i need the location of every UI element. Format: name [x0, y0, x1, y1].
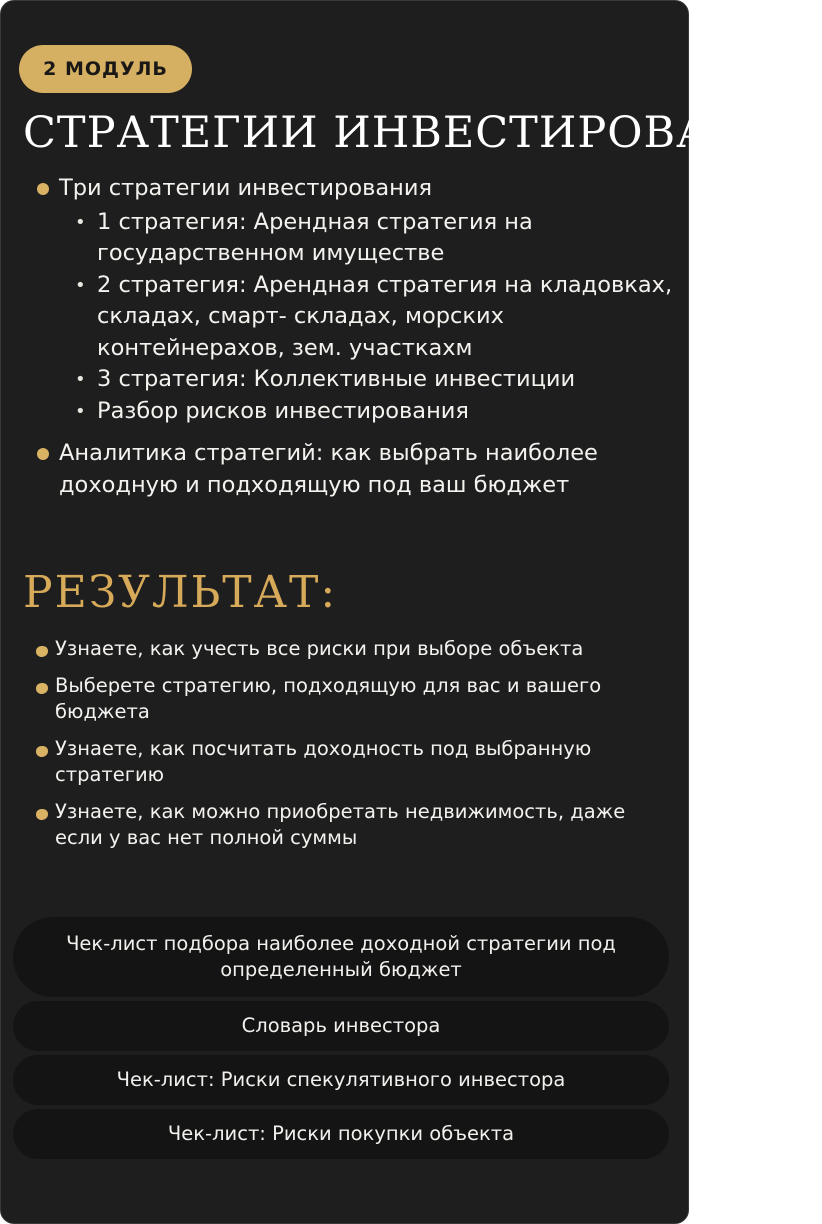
topic-item [37, 438, 677, 501]
topic-label: Три стратегии инвестирования [59, 175, 433, 201]
result-item [35, 799, 675, 851]
bonus-pill-speculative-risks: Чек-лист: Риски спекулятивного инвестора [13, 1055, 669, 1105]
bonus-pill-purchase-risks: Чек-лист: Риски покупки объекта [13, 1109, 669, 1159]
gold-bullet-icon [36, 683, 48, 694]
bonus-pill-strategy-checklist: Чек-лист подбора наиболее доходной стратегии под определенный бюджет [13, 917, 669, 997]
gold-bullet-icon [36, 809, 48, 820]
subtopic-item [75, 364, 677, 396]
subtopic-label: 2 стратегия: Арендная стратегия на кладовках, складах, смарт- складах, морских контейнерахов, зем. участкахм [97, 271, 673, 361]
result-list [35, 636, 675, 851]
bonus-pill-investor-dictionary: Словарь инвестора [13, 1001, 669, 1051]
result-item [35, 673, 675, 725]
bullet-icon: • [75, 274, 86, 296]
module-badge: 2 МОДУЛЬ [19, 45, 192, 93]
bullet-icon: • [75, 211, 86, 233]
topics-list [37, 173, 677, 501]
subtopic-label: 1 стратегия: Арендная стратегия на государственном имуществе [97, 208, 533, 266]
subtopic-item [75, 270, 677, 365]
result-heading: РЕЗУЛЬТАТ: [23, 567, 338, 618]
result-text: Узнаете, как учесть все риски при выборе объекта [55, 637, 584, 660]
result-item [35, 636, 675, 662]
topic-label: Аналитика стратегий: как выбрать наиболее доходную и подходящую под ваш бюджет [59, 440, 598, 498]
gold-bullet-icon [36, 646, 48, 657]
subtopic-item [75, 396, 677, 428]
subtopics-list [59, 207, 677, 428]
subtopic-label: Разбор рисков инвестирования [97, 397, 469, 424]
bullet-icon: • [75, 369, 86, 390]
gold-bullet-icon [37, 448, 49, 460]
result-item [35, 736, 675, 788]
result-text: Выберете стратегию, подходящую для вас и вашего бюджета [55, 674, 602, 723]
result-text: Узнаете, как можно приобретать недвижимость, даже если у вас нет полной суммы [55, 800, 626, 849]
bonus-list [13, 917, 669, 1159]
topic-item [37, 173, 677, 427]
gold-bullet-icon [37, 183, 49, 195]
bullet-icon: • [75, 400, 86, 422]
module-title: СТРАТЕГИИ ИНВЕСТИРОВАНИЯ [23, 108, 822, 158]
gold-bullet-icon [36, 746, 48, 757]
result-text: Узнаете, как посчитать доходность под выбранную стратегию [55, 737, 592, 786]
subtopic-label: 3 стратегия: Коллективные инвестиции [97, 366, 576, 392]
subtopic-item [75, 207, 677, 270]
